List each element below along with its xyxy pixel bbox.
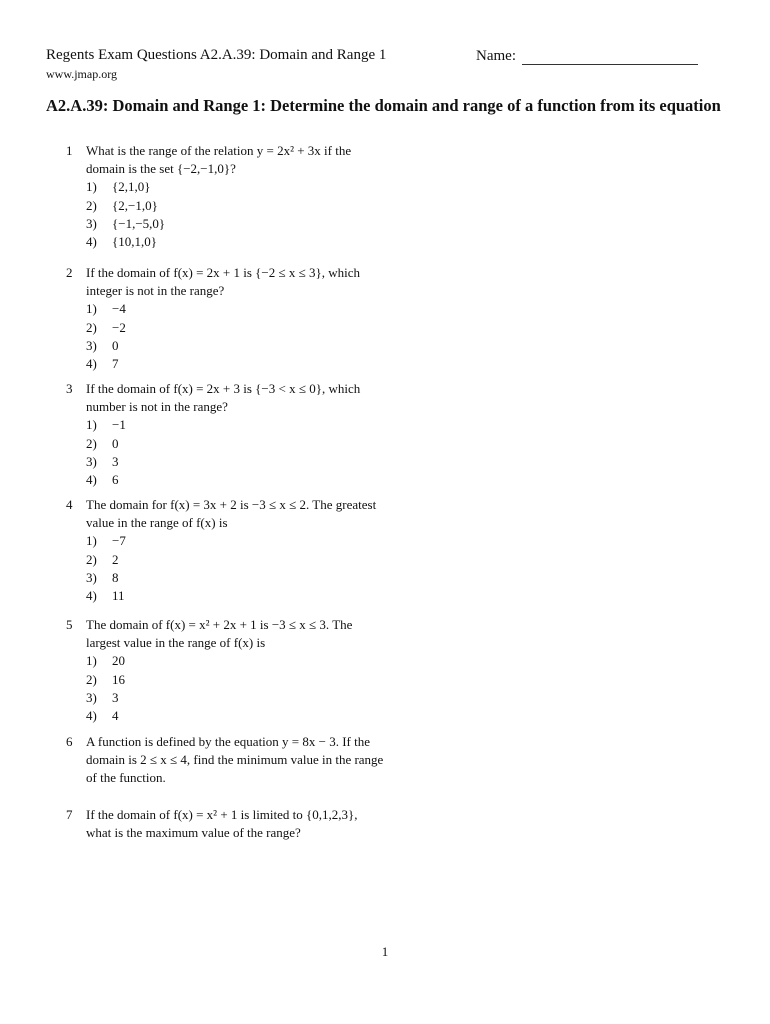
choice-value: 4 (112, 708, 119, 724)
choice-number: 1) (86, 653, 97, 669)
choice-value: 20 (112, 653, 125, 669)
question-item (66, 380, 386, 489)
choice-number: 3) (86, 453, 97, 469)
question-text: What is the range of the relation y = 2x² + 3x if the domain is the set {−2,−1,0}? (86, 143, 352, 177)
choice-number: 4) (86, 588, 97, 604)
choice-value: {10,1,0} (112, 234, 157, 250)
choice-value: {2,1,0} (112, 179, 151, 195)
name-field (476, 48, 698, 65)
choice-value: 3 (112, 689, 119, 705)
choice-number: 1) (86, 301, 97, 317)
answer-choice (86, 197, 386, 215)
choice-value: −1 (112, 417, 126, 433)
choice-value: {2,−1,0} (112, 197, 158, 213)
choice-number: 2) (86, 551, 97, 567)
question-number: 2 (66, 265, 73, 280)
question-text: The domain of f(x) = x² + 2x + 1 is −3 ≤ x ≤ 3. The largest value in the range of f(x) is (86, 617, 353, 651)
choice-value: 0 (112, 435, 119, 451)
choice-number: 2) (86, 319, 97, 335)
answer-choice (86, 551, 386, 569)
question-text: The domain for f(x) = 3x + 2 is −3 ≤ x ≤ 2. The greatest value in the range of f(x) is (86, 497, 377, 531)
question-number: 4 (66, 497, 73, 512)
choice-value: 11 (112, 588, 125, 604)
choice-value: −4 (112, 301, 126, 317)
choice-number: 4) (86, 356, 97, 372)
choice-value: 8 (112, 569, 119, 585)
question-text: If the domain of f(x) = 2x + 3 is {−3 < x ≤ 0}, which number is not in the range? (86, 381, 361, 415)
question-body (86, 496, 386, 605)
answer-choice (86, 300, 386, 318)
choice-value: 0 (112, 337, 119, 353)
choice-value: {−1,−5,0} (112, 215, 166, 231)
name-blank-line (522, 50, 698, 65)
question-number: 1 (66, 143, 73, 158)
answer-choice (86, 215, 386, 233)
question-text: A function is defined by the equation y = 8x − 3. If the domain is 2 ≤ x ≤ 4, find the minimum value in the range of the function. (86, 734, 384, 786)
source-url: www.jmap.org (46, 67, 117, 81)
choice-value: −2 (112, 319, 126, 335)
answer-choice (86, 671, 386, 689)
question-item (66, 616, 386, 725)
answer-choice (86, 689, 386, 707)
answer-choice (86, 587, 386, 605)
choice-number: 1) (86, 179, 97, 195)
answer-choice (86, 569, 386, 587)
question-item (66, 142, 386, 251)
choice-number: 3) (86, 569, 97, 585)
choice-number: 3) (86, 215, 97, 231)
choice-number: 2) (86, 671, 97, 687)
answer-choice (86, 355, 386, 373)
answer-choice (86, 416, 386, 434)
question-item (66, 806, 386, 842)
choice-number: 3) (86, 337, 97, 353)
choice-number: 1) (86, 417, 97, 433)
question-number: 6 (66, 734, 73, 749)
document-header (46, 46, 386, 82)
choice-value: 7 (112, 356, 119, 372)
name-label: Name: (476, 48, 516, 64)
answer-choice (86, 652, 386, 670)
question-item (66, 264, 386, 373)
question-text: If the domain of f(x) = x² + 1 is limited to {0,1,2,3}, what is the maximum value of the range? (86, 807, 358, 841)
choice-number: 2) (86, 197, 97, 213)
question-body (86, 142, 386, 251)
question-number: 3 (66, 381, 73, 396)
choice-number: 4) (86, 708, 97, 724)
question-item (66, 733, 386, 788)
choice-number: 1) (86, 533, 97, 549)
question-number: 7 (66, 807, 73, 822)
question-body (86, 806, 386, 842)
choice-number: 4) (86, 472, 97, 488)
answer-choice (86, 453, 386, 471)
question-number: 5 (66, 617, 73, 632)
question-body (86, 380, 386, 489)
exam-title: Regents Exam Questions A2.A.39: Domain and Range 1 (46, 47, 387, 63)
choice-value: −7 (112, 533, 126, 549)
question-body (86, 616, 386, 725)
choice-value: 16 (112, 671, 125, 687)
answer-choice (86, 471, 386, 489)
choice-number: 2) (86, 435, 97, 451)
question-body (86, 733, 386, 788)
page-number: 1 (381, 944, 389, 959)
answer-choice (86, 233, 386, 251)
page-title: A2.A.39: Domain and Range 1: Determine the domain and range of a function from its equation (46, 96, 721, 115)
choice-value: 3 (112, 453, 119, 469)
answer-choice (86, 178, 386, 196)
answer-choice (86, 319, 386, 337)
answer-choice (86, 707, 386, 725)
answer-choice (86, 532, 386, 550)
choice-number: 4) (86, 234, 97, 250)
question-text: If the domain of f(x) = 2x + 1 is {−2 ≤ x ≤ 3}, which integer is not in the range? (86, 265, 361, 299)
answer-choice (86, 337, 386, 355)
question-body (86, 264, 386, 373)
choice-value: 6 (112, 472, 119, 488)
choice-value: 2 (112, 551, 119, 567)
choice-number: 3) (86, 689, 97, 705)
answer-choice (86, 435, 386, 453)
question-item (66, 496, 386, 605)
